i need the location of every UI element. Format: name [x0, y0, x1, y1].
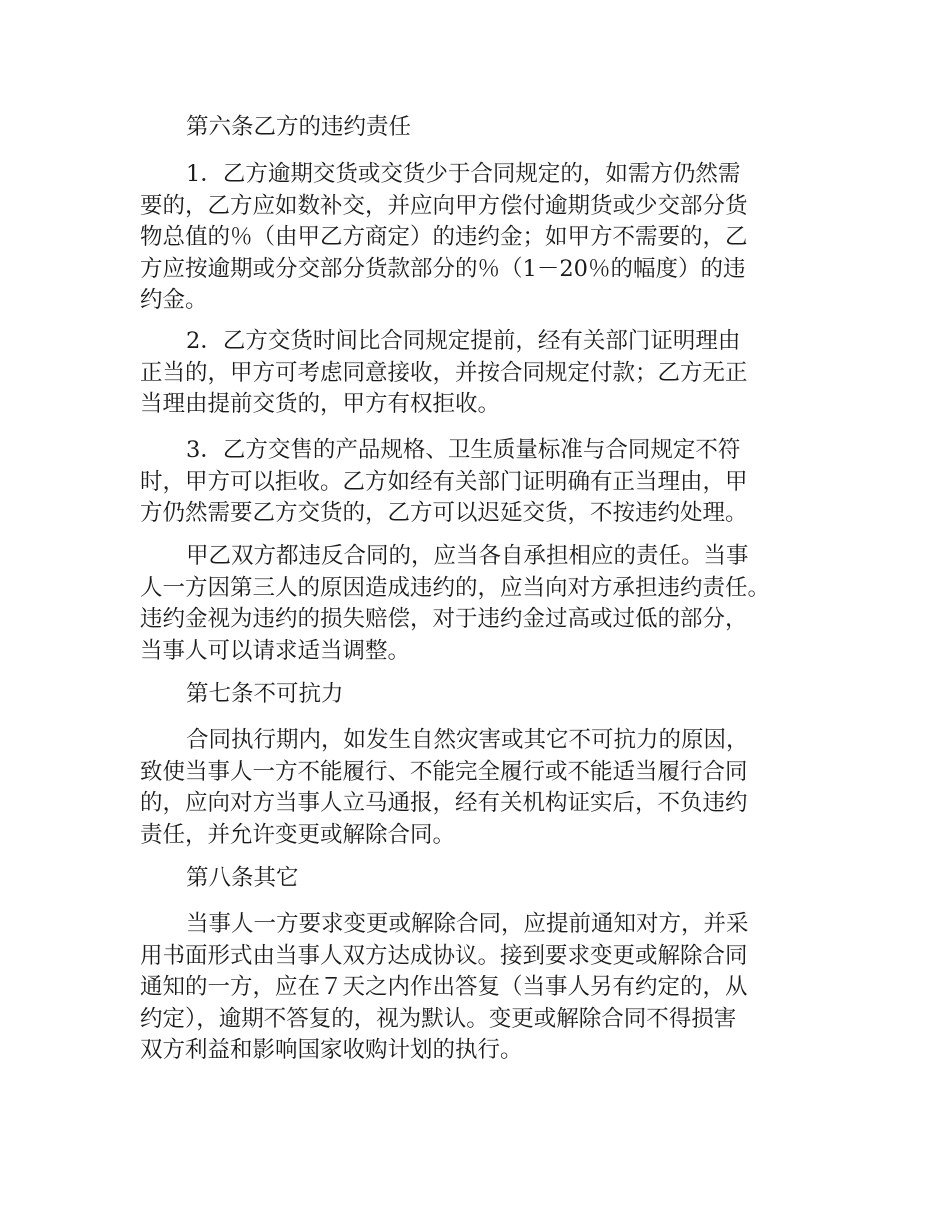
paragraph-line: 要的，乙方应如数补交，并应向甲方偿付逾期货或少交部分货: [140, 192, 748, 219]
heading-article-6: [140, 112, 830, 144]
heading-text: 第六条乙方的违约责任: [186, 114, 412, 140]
paragraph-line: 约金。: [140, 287, 208, 313]
paragraph-line: 责任，并允许变更或解除合同。: [140, 821, 456, 848]
paragraph-line: 当事人可以请求适当调整。: [140, 637, 411, 664]
paragraph-line: 合同执行期内，如发生自然灾害或其它不可抗力的原因，: [186, 727, 749, 753]
paragraph-line: 正当的，甲方可考虑同意接收，并按合同规定付款；乙方无正: [140, 359, 748, 386]
paragraph-line: 时，甲方可以拒收。乙方如经有关部门证明确有正当理由，甲: [140, 468, 748, 495]
paragraph-line: 用书面形式由当事人双方达成协议。接到要求变更或解除合同: [140, 942, 748, 969]
paragraph-line: 甲乙双方都违反合同的，应当各自承担相应的责任。当事: [186, 543, 749, 569]
paragraph-line: 通知的一方，应在７天之内作出答复（当事人另有约定的，从: [140, 974, 748, 1000]
paragraph-line: 1．乙方逾期交货或交货少于合同规定的，如需方仍然需: [186, 161, 741, 187]
heading-text: 第七条不可抗力: [186, 681, 344, 707]
paragraph-2: [140, 326, 830, 421]
paragraph-line: 2．乙方交货时间比合同规定提前，经有关部门证明理由: [186, 328, 741, 354]
paragraph-line: 人一方因第三人的原因造成违约的，应当向对方承担违约责任。: [140, 574, 771, 601]
paragraph-line: 方仍然需要乙方交货的，乙方可以迟延交货，不按违约处理。: [140, 500, 748, 526]
heading-article-7: [140, 679, 830, 711]
heading-text: 第八条其它: [186, 865, 299, 891]
paragraph-line: 致使当事人一方不能履行、不能完全履行或不能适当履行合同: [140, 758, 748, 785]
paragraph-line: 的，应向对方当事人立马通报，经有关机构证实后，不负违约: [140, 790, 748, 816]
paragraph-4: [140, 541, 830, 667]
paragraph-line: 3．乙方交售的产品规格、卫生质量标准与合同规定不符: [186, 437, 741, 463]
paragraph-line: 违约金视为违约的损失赔偿，对于违约金过高或过低的部分，: [140, 606, 748, 632]
paragraph-line: 当理由提前交货的，甲方有权拒收。: [140, 391, 501, 417]
paragraph-line: 约定），逾期不答复的，视为默认。变更或解除合同不得损害: [140, 1005, 737, 1032]
paragraph-5: [140, 725, 830, 851]
paragraph-3: [140, 435, 830, 530]
paragraph-line: 当事人一方要求变更或解除合同，应提前通知对方，并采: [186, 911, 749, 937]
heading-article-8: [140, 863, 830, 895]
paragraph-line: 方应按逾期或分交部分货款部分的％（1－20％的幅度）的违: [140, 255, 746, 282]
paragraph-line: 物总值的％（由甲乙方商定）的违约金；如甲方不需要的，乙: [140, 224, 748, 250]
paragraph-line: 双方利益和影响国家收购计划的执行。: [140, 1037, 523, 1063]
paragraph-6: [140, 909, 830, 1067]
paragraph-1: [140, 159, 830, 317]
